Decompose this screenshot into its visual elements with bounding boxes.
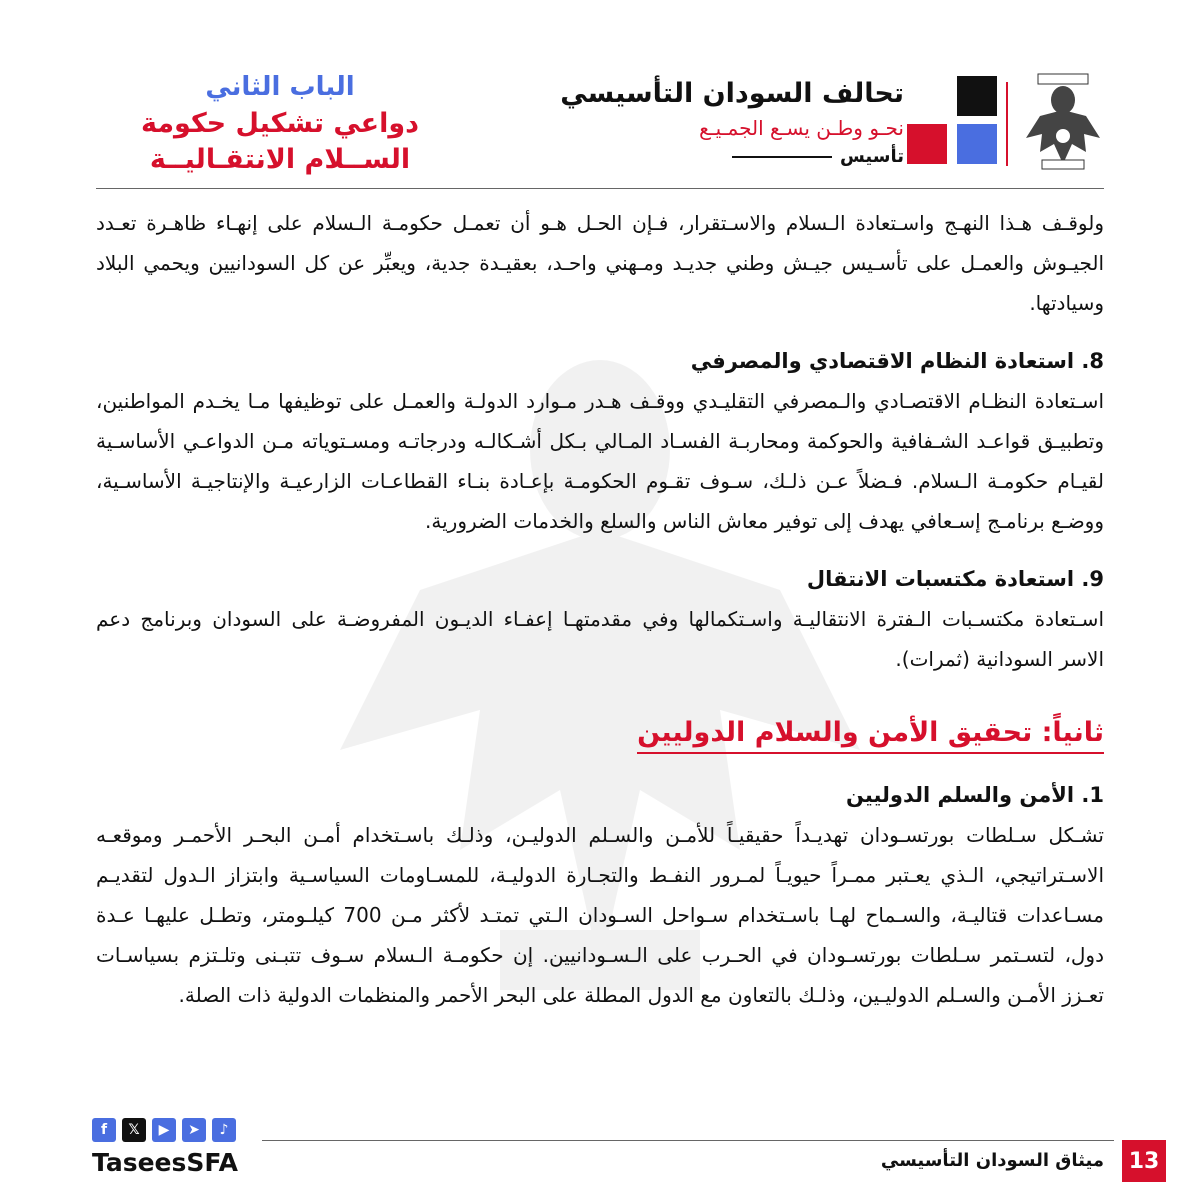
page-number: 13 bbox=[1122, 1140, 1166, 1182]
item8-paragraph: اسـتعادة النظـام الاقتصـادي والـمصرفي التقليـدي ووقـف هـدر مـوارد الدولـة والعمـل على توظيفها مـا يخـدم المواطنين، وتطبيـق قواعـد الشـفافية والحوكمة ومحاربـة الفسـاد المـالي بـكل أشـكالـه ودرجاتـه ومسـتوياته مـن الدواعـي الأساسـية لقيـام حكومـة الـسلام. فـضلاً عـن ذلـك، سـوف تقـوم الحكومـة بإعـادة بنـاء القطاعـات الزارعيـة والإنتاجيـة الأساسـية، ووضـع برنامـج إسـعافي يهدف إلى توفير معاش الناس والسلع والخدمات الضرورية. bbox=[96, 389, 1104, 533]
header-divider bbox=[96, 188, 1104, 189]
chapter-label: الباب الثاني bbox=[205, 72, 355, 102]
alliance-slogan: نحـو وطـن يسـع الجمـيـع bbox=[699, 116, 904, 140]
x-icon[interactable]: 𝕏 bbox=[122, 1118, 146, 1142]
item1-paragraph: تشـكل سـلطات بورتسـودان تهديـداً حقيقيـاً للأمـن والسـلم الدوليـن، وذلـك باسـتخدام أمـن البحـر الأحمـر وموقعـه الاسـتراتيجي، الـذي يعـتبر ممـراً حيويـاً لمـرور النفـط والتجـارة الدوليـة، للمسـاومات السياسـية وابتزاز الـدول لتقديـم مسـاعدات قتاليـة، والسـماح لهـا باسـتخدام سـواحل السـودان الـتي تمتـد لأكثر مـن 700 كيلـومتر، وتطـل عليهـا عـدة دول، لتسـتمر سـلطات بورتسـودان في الحـرب على الـسـودانيين. إن حكومـة الـسلام سـوف تتبـنى وتلـتزم بسياسـات تعـزز الأمـن والسـلم الدوليـين، وذلـك بالتعاون مع الدول المطلة على البحر الأحمر والمنظمات الدولية ذات الصلة. bbox=[96, 823, 1104, 1007]
telegram-icon[interactable]: ➤ bbox=[182, 1118, 206, 1142]
brand-square-blue bbox=[957, 124, 997, 164]
item9-heading: 9. استعادة مكتسبات الانتقال bbox=[806, 567, 1104, 591]
tiktok-icon[interactable]: ♪ bbox=[212, 1118, 236, 1142]
footer-divider bbox=[262, 1140, 1114, 1141]
brand-square-black bbox=[957, 76, 997, 116]
document-body bbox=[96, 203, 1104, 1015]
chapter-title-line2: الســلام الانتقـاليــة bbox=[149, 144, 411, 175]
facebook-icon[interactable]: f bbox=[92, 1118, 116, 1142]
social-icons bbox=[92, 1118, 236, 1142]
alliance-short-name: تأسيس bbox=[732, 146, 904, 167]
social-handle: TaseesSFA bbox=[92, 1148, 238, 1177]
brand-square-red bbox=[907, 124, 947, 164]
sudan-emblem-icon bbox=[1020, 72, 1106, 172]
footer-document-title: ميثاق السودان التأسيسي bbox=[880, 1150, 1104, 1171]
section2-title-text: ثانياً: تحقيق الأمن والسلام الدوليين bbox=[637, 717, 1104, 754]
youtube-icon[interactable]: ▶ bbox=[152, 1118, 176, 1142]
chapter-title-line1: دواعي تشكيل حكومة bbox=[140, 108, 420, 139]
item9-paragraph: اسـتعادة مكتسـبات الـفترة الانتقاليـة واسـتكمالها وفي مقدمتهـا إعفـاء الديـون المفروضـة على السودان وبرنامج دعم الاسر السودانية (ثمرات). bbox=[96, 607, 1104, 671]
item8-heading: 8. استعادة النظام الاقتصادي والمصرفي bbox=[690, 349, 1104, 373]
intro-paragraph: ولوقـف هـذا النهـج واسـتعادة الـسلام والاسـتقرار، فـإن الحـل هـو أن تعمـل حكومـة الـسلام على إنهـاء ظاهـرة تعـدد الجيـوش والعمـل على تأسـيس جيـش وطني جديـد ومـهني واحـد، بعقيـدة جدية، ويعبِّر عن كل السودانيين ويحمي البلاد وسيادتها. bbox=[96, 211, 1104, 315]
section2-title bbox=[96, 713, 1104, 753]
alliance-name: تحالف السودان التأسيسي bbox=[560, 78, 904, 109]
item1-heading: 1. الأمن والسلم الدوليين bbox=[845, 783, 1104, 807]
logo-divider bbox=[1006, 82, 1008, 166]
